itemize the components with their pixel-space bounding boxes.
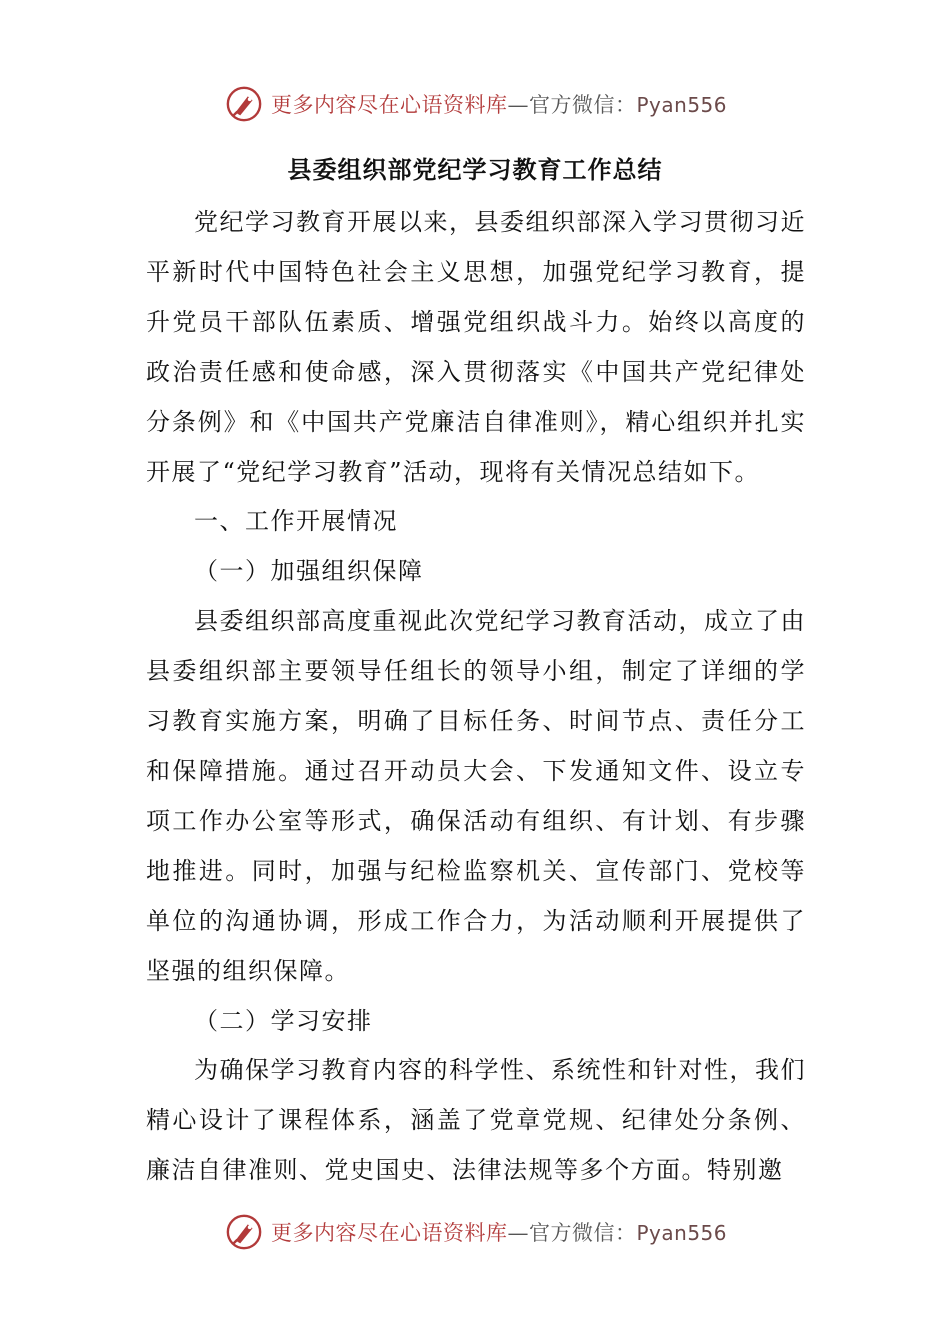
paragraph-intro: 党纪学习教育开展以来，县委组织部深入学习贯彻习近平新时代中国特色社会主义思想，加强党纪学习教育，提升党员干部队伍素质、增强党组织战斗力。始终以高度的政治责任感和使命感，深入贯彻落实《中国共产党纪律处分条例》和《中国共产党廉洁自律准则》，精心组织并扎实开展了“党纪学习教育”活动，现将有关情况总结如下。 xyxy=(146,208,806,486)
banner-wechat-id: Pyan556 xyxy=(636,1221,728,1245)
banner-main-text: 更多内容尽在心语资料库 xyxy=(271,93,508,117)
subsection-heading: （二）学习安排 xyxy=(194,1006,373,1035)
paragraph-organization: 县委组织部高度重视此次党纪学习教育活动，成立了由县委组织部主要领导任组长的领导小组，制定了详细的学习教育实施方案，明确了目标任务、时间节点、责任分工和保障措施。通过召开动员大会、下发通知文件、设立专项工作办公室等形式，确保活动有组织、有计划、有步骤地推进。同时，加强与纪检监察机关、宣传部门、党校等单位的沟通协调，形成工作合力，为活动顺利开展提供了坚强的组织保障。 xyxy=(146,607,806,985)
banner-main-text: 更多内容尽在心语资料库 xyxy=(271,1221,508,1245)
document-body xyxy=(146,198,806,1196)
banner-dash: — xyxy=(507,1221,529,1245)
banner-official-label: 官方微信： xyxy=(529,93,637,117)
document-title: 县委组织部党纪学习教育工作总结 xyxy=(287,155,663,184)
banner-dash: — xyxy=(507,93,529,117)
pen-nib-logo-icon xyxy=(225,85,263,123)
paragraph-study: 为确保学习教育内容的科学性、系统性和针对性，我们精心设计了课程体系，涵盖了党章党规、纪律处分条例、廉洁自律准则、党史国史、法律法规等多个方面。特别邀 xyxy=(146,1056,806,1185)
footer-banner xyxy=(225,1210,745,1254)
subsection-heading: （一）加强组织保障 xyxy=(194,557,424,586)
banner-official-label: 官方微信： xyxy=(529,1221,637,1245)
section-heading: 一、工作开展情况 xyxy=(194,507,398,536)
header-banner xyxy=(225,82,745,126)
banner-wechat-id: Pyan556 xyxy=(636,93,728,117)
pen-nib-logo-icon xyxy=(225,1213,263,1251)
